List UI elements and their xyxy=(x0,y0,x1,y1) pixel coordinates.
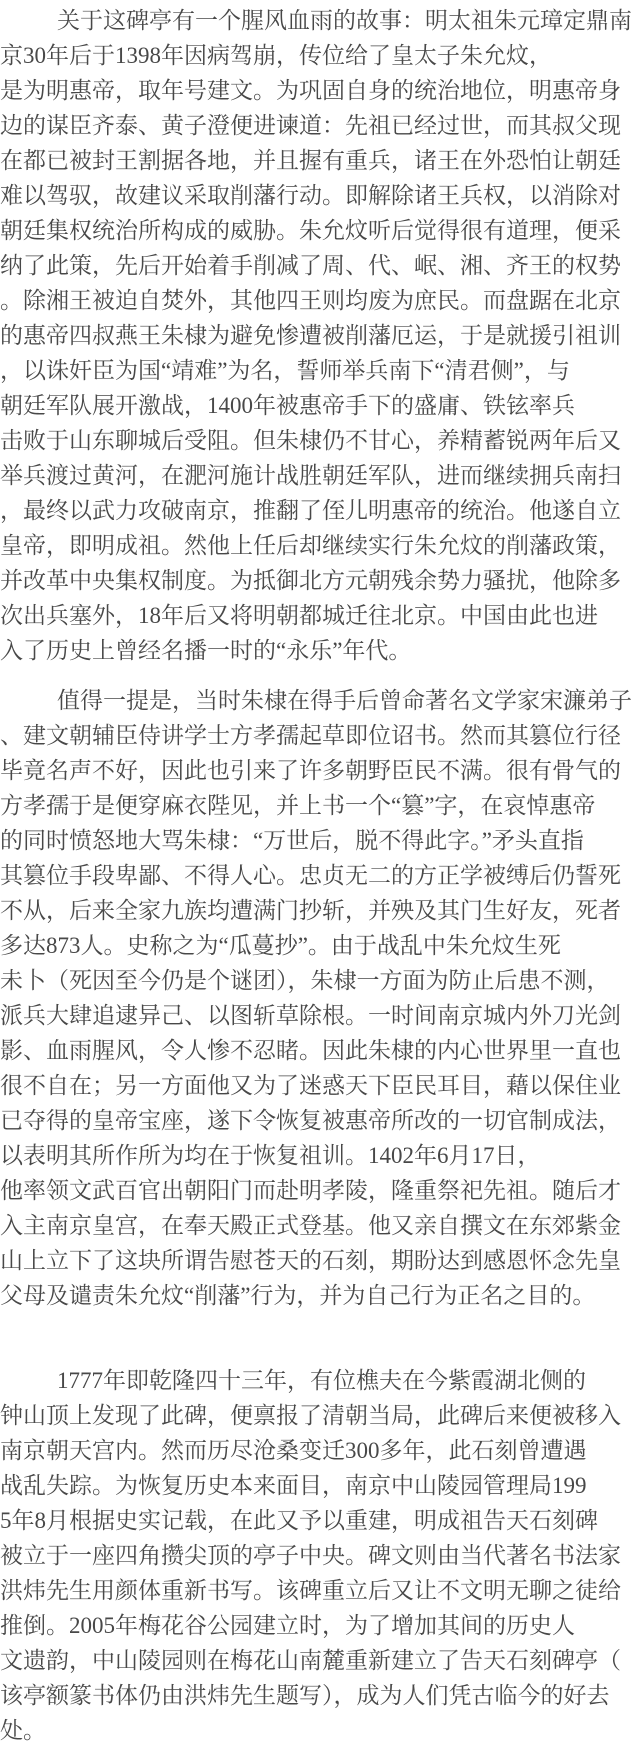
text-line: 不从，后来全家九族均遭满门抄斩，并殃及其门生好友，死者 xyxy=(0,898,621,923)
text-line: 影、血雨腥风，令人惨不忍睹。因此朱棣的内心世界里一直也 xyxy=(0,1038,621,1063)
text-line: 派兵大肆追逮异己、以图斩草除根。一时间南京城内外刀光剑 xyxy=(0,1003,621,1028)
paragraph-3 xyxy=(0,1363,640,1748)
text-line: 南京朝天宫内。然而历尽沧桑变迁300多年，此石刻曾遭遇 xyxy=(0,1438,587,1463)
text-line: 方孝孺于是便穿麻衣陛见，并上书一个“篡”字，在哀悼惠帝 xyxy=(0,793,596,818)
text-line: 文遗韵，中山陵园则在梅花山南麓重新建立了告天石刻碑亭（ xyxy=(0,1648,621,1673)
text-line: 京30年后于1398年因病驾崩，传位给了皇太子朱允炆， xyxy=(0,43,552,68)
text-line: 其篡位手段卑鄙、不得人心。忠贞无二的方正学被缚后仍誓死 xyxy=(0,863,621,888)
text-line: 钟山顶上发现了此碑，便禀报了清朝当局，此碑后来便被移入 xyxy=(0,1403,621,1428)
text-line: 很不自在；另一方面他又为了迷惑天下臣民耳目，藉以保住业 xyxy=(0,1073,621,1098)
paragraph-gap xyxy=(0,1328,640,1363)
text-line: 山上立下了这块所谓告慰苍天的石刻，期盼达到感恩怀念先皇 xyxy=(0,1248,621,1273)
text-line: 边的谋臣齐泰、黄子澄便进谏道：先祖已经过世，而其叔父现 xyxy=(0,113,621,138)
text-line: ，以诛奸臣为国“靖难”为名，誓师举兵南下“清君侧”，与 xyxy=(0,358,570,383)
text-line: 、建文朝辅臣侍讲学士方孝孺起草即位诏书。然而其篡位行径 xyxy=(0,723,621,748)
text-line: 纳了此策，先后开始着手削减了周、代、岷、湘、齐王的权势 xyxy=(0,253,621,278)
text-line: 该亭额篆书体仍由洪炜先生题写），成为人们凭古临今的好去 xyxy=(0,1683,610,1708)
text-line: 多达873人。史称之为“瓜蔓抄”。由于战乱中朱允炆生死 xyxy=(0,933,561,958)
text-line: 5年8月根据史实记载，在此又予以重建，明成祖告天石刻碑 xyxy=(0,1508,598,1533)
text-line: 被立于一座四角攒尖顶的亭子中央。碑文则由当代著名书法家 xyxy=(0,1543,621,1568)
text-line: 朝廷军队展开激战，1400年被惠帝手下的盛庸、铁铉率兵 xyxy=(0,393,575,418)
text-line: 在都已被封王割据各地，并且握有重兵，诸王在外恐怕让朝廷 xyxy=(0,148,621,173)
text-line: 洪炜先生用颜体重新书写。该碑重立后又让不文明无聊之徒给 xyxy=(0,1578,621,1603)
text-line: 毕竟名声不好，因此也引来了许多朝野臣民不满。很有骨气的 xyxy=(0,758,621,783)
text-line: 未卜（死因至今仍是个谜团），朱棣一方面为防止后患不测， xyxy=(0,968,610,993)
text-line: 已夺得的皇帝宝座，遂下令恢复被惠帝所改的一切官制成法， xyxy=(0,1108,621,1133)
text-line: 入了历史上曾经名播一时的“永乐”年代。 xyxy=(0,638,412,663)
text-line: 推倒。2005年梅花谷公园建立时，为了增加其间的历史人 xyxy=(0,1613,575,1638)
article-body xyxy=(0,3,640,1748)
text-line: 击败于山东聊城后受阻。但朱棣仍不甘心，养精蓄锐两年后又 xyxy=(0,428,621,453)
text-line: 入主南京皇宫，在奉天殿正式登基。他又亲自撰文在东郊紫金 xyxy=(0,1213,621,1238)
text-line: 次出兵塞外，18年后又将明朝都城迁往北京。中国由此也进 xyxy=(0,603,598,628)
text-line: 举兵渡过黄河，在淝河施计战胜朝廷军队，进而继续拥兵南扫 xyxy=(0,463,621,488)
text-line: 战乱失踪。为恢复历史本来面目，南京中山陵园管理局199 xyxy=(0,1473,587,1498)
text-line: 值得一提是，当时朱棣在得手后曾命著名文学家宋濂弟子 xyxy=(57,688,632,713)
text-line: 父母及谴责朱允炆“削藩”行为，并为自己行为正名之目的。 xyxy=(0,1283,596,1308)
paragraph-2 xyxy=(0,683,640,1313)
text-line: 处。 xyxy=(0,1718,46,1743)
text-line: 并改革中央集权制度。为抵御北方元朝残余势力骚扰，他除多 xyxy=(0,568,621,593)
paragraph-1 xyxy=(0,3,640,668)
text-line: 他率领文武百官出朝阳门而赴明孝陵，隆重祭祀先祖。随后才 xyxy=(0,1178,621,1203)
text-line: 以表明其所作所为均在于恢复祖训。1402年6月17日， xyxy=(0,1143,541,1168)
text-line: 是为明惠帝，取年号建文。为巩固自身的统治地位，明惠帝身 xyxy=(0,78,621,103)
text-line: 关于这碑亭有一个腥风血雨的故事：明太祖朱元璋定鼎南 xyxy=(57,8,632,33)
text-line: 难以驾驭，故建议采取削藩行动。即解除诸王兵权，以消除对 xyxy=(0,183,621,208)
text-line: 的惠帝四叔燕王朱棣为避免惨遭被削藩厄运，于是就援引祖训 xyxy=(0,323,621,348)
text-line: 的同时愤怒地大骂朱棣：“万世后，脱不得此字。”矛头直指 xyxy=(0,828,584,853)
text-line: 朝廷集权统治所构成的威胁。朱允炆听后觉得很有道理，便采 xyxy=(0,218,621,243)
text-line: ，最终以武力攻破南京，推翻了侄儿明惠帝的统治。他遂自立 xyxy=(0,498,621,523)
text-line: 1777年即乾隆四十三年，有位樵夫在今紫霞湖北侧的 xyxy=(57,1368,586,1393)
text-line: 皇帝，即明成祖。然他上任后却继续实行朱允炆的削藩政策， xyxy=(0,533,621,558)
text-line: 。除湘王被迫自焚外，其他四王则均废为庶民。而盘踞在北京 xyxy=(0,288,621,313)
